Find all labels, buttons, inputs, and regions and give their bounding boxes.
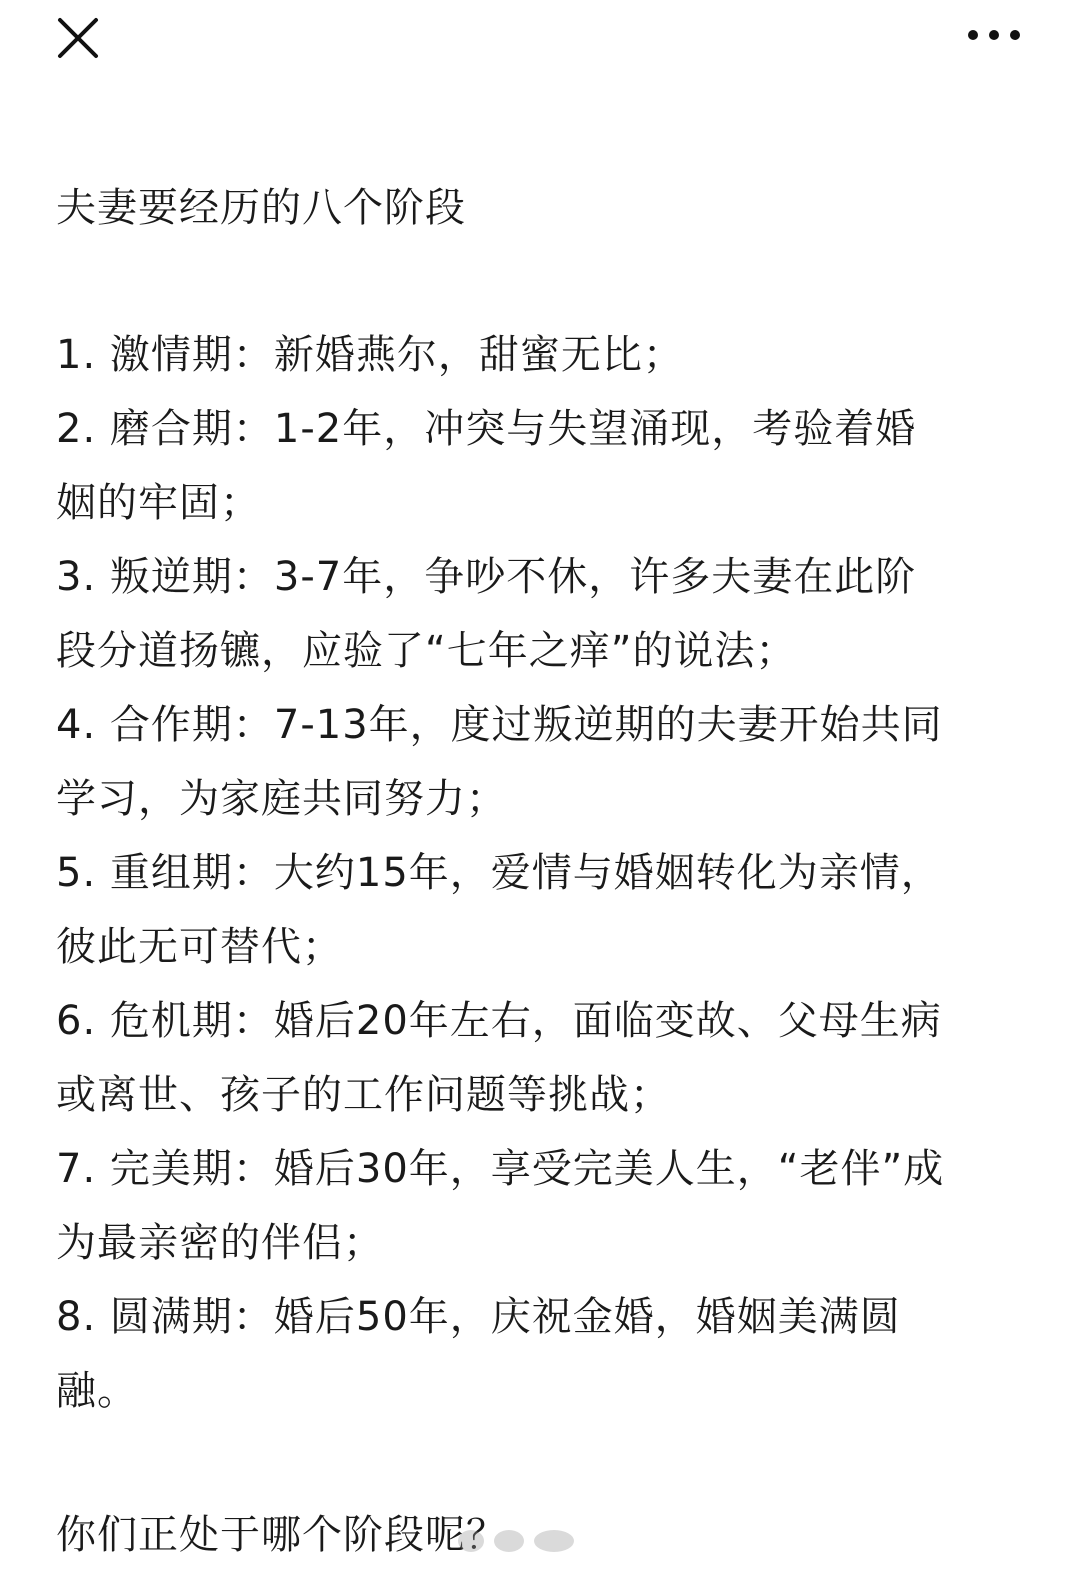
closing-question: 你们正处于哪个阶段呢？ — [56, 1512, 507, 1558]
stage-line: 6. 危机期：婚后20年左右，面临变故、父母生病 — [56, 998, 942, 1044]
watermark-logo-icon — [534, 1530, 574, 1552]
stage-line: 学习，为家庭共同努力； — [56, 776, 507, 822]
more-horizontal-icon — [967, 29, 1021, 41]
watermark-logo-icon — [494, 1530, 524, 1552]
stage-line: 段分道扬镳，应验了“七年之痒”的说法； — [56, 628, 797, 674]
stage-line: 5. 重组期：大约15年，爱情与婚姻转化为亲情， — [56, 850, 942, 896]
stage-line: 2. 磨合期：1-2年，冲突与失望涌现，考验着婚 — [56, 406, 917, 452]
stage-line: 为最亲密的伴侣； — [56, 1220, 384, 1266]
stage-line: 或离世、孩子的工作问题等挑战； — [56, 1072, 671, 1118]
stage-line: 4. 合作期：7-13年，度过叛逆期的夫妻开始共同 — [56, 702, 943, 748]
stage-line: 彼此无可替代； — [56, 924, 343, 970]
stage-line: 3. 叛逆期：3-7年，争吵不休，许多夫妻在此阶 — [56, 554, 917, 600]
stage-line: 8. 圆满期：婚后50年，庆祝金婚，婚姻美满圆 — [56, 1294, 901, 1340]
top-bar — [0, 0, 1066, 80]
stage-line: 姻的牢固； — [56, 480, 261, 526]
watermark — [428, 1522, 658, 1560]
watermark-logo-icon — [458, 1530, 484, 1552]
close-icon — [56, 16, 100, 60]
post-title: 夫妻要经历的八个阶段 — [56, 185, 466, 231]
more-options-button[interactable] — [958, 10, 1030, 60]
stage-line: 1. 激情期：新婚燕尔，甜蜜无比； — [56, 332, 684, 378]
close-button[interactable] — [50, 10, 106, 66]
stage-line: 融。 — [56, 1368, 138, 1414]
stage-line: 7. 完美期：婚后30年，享受完美人生，“老伴”成 — [56, 1146, 945, 1192]
